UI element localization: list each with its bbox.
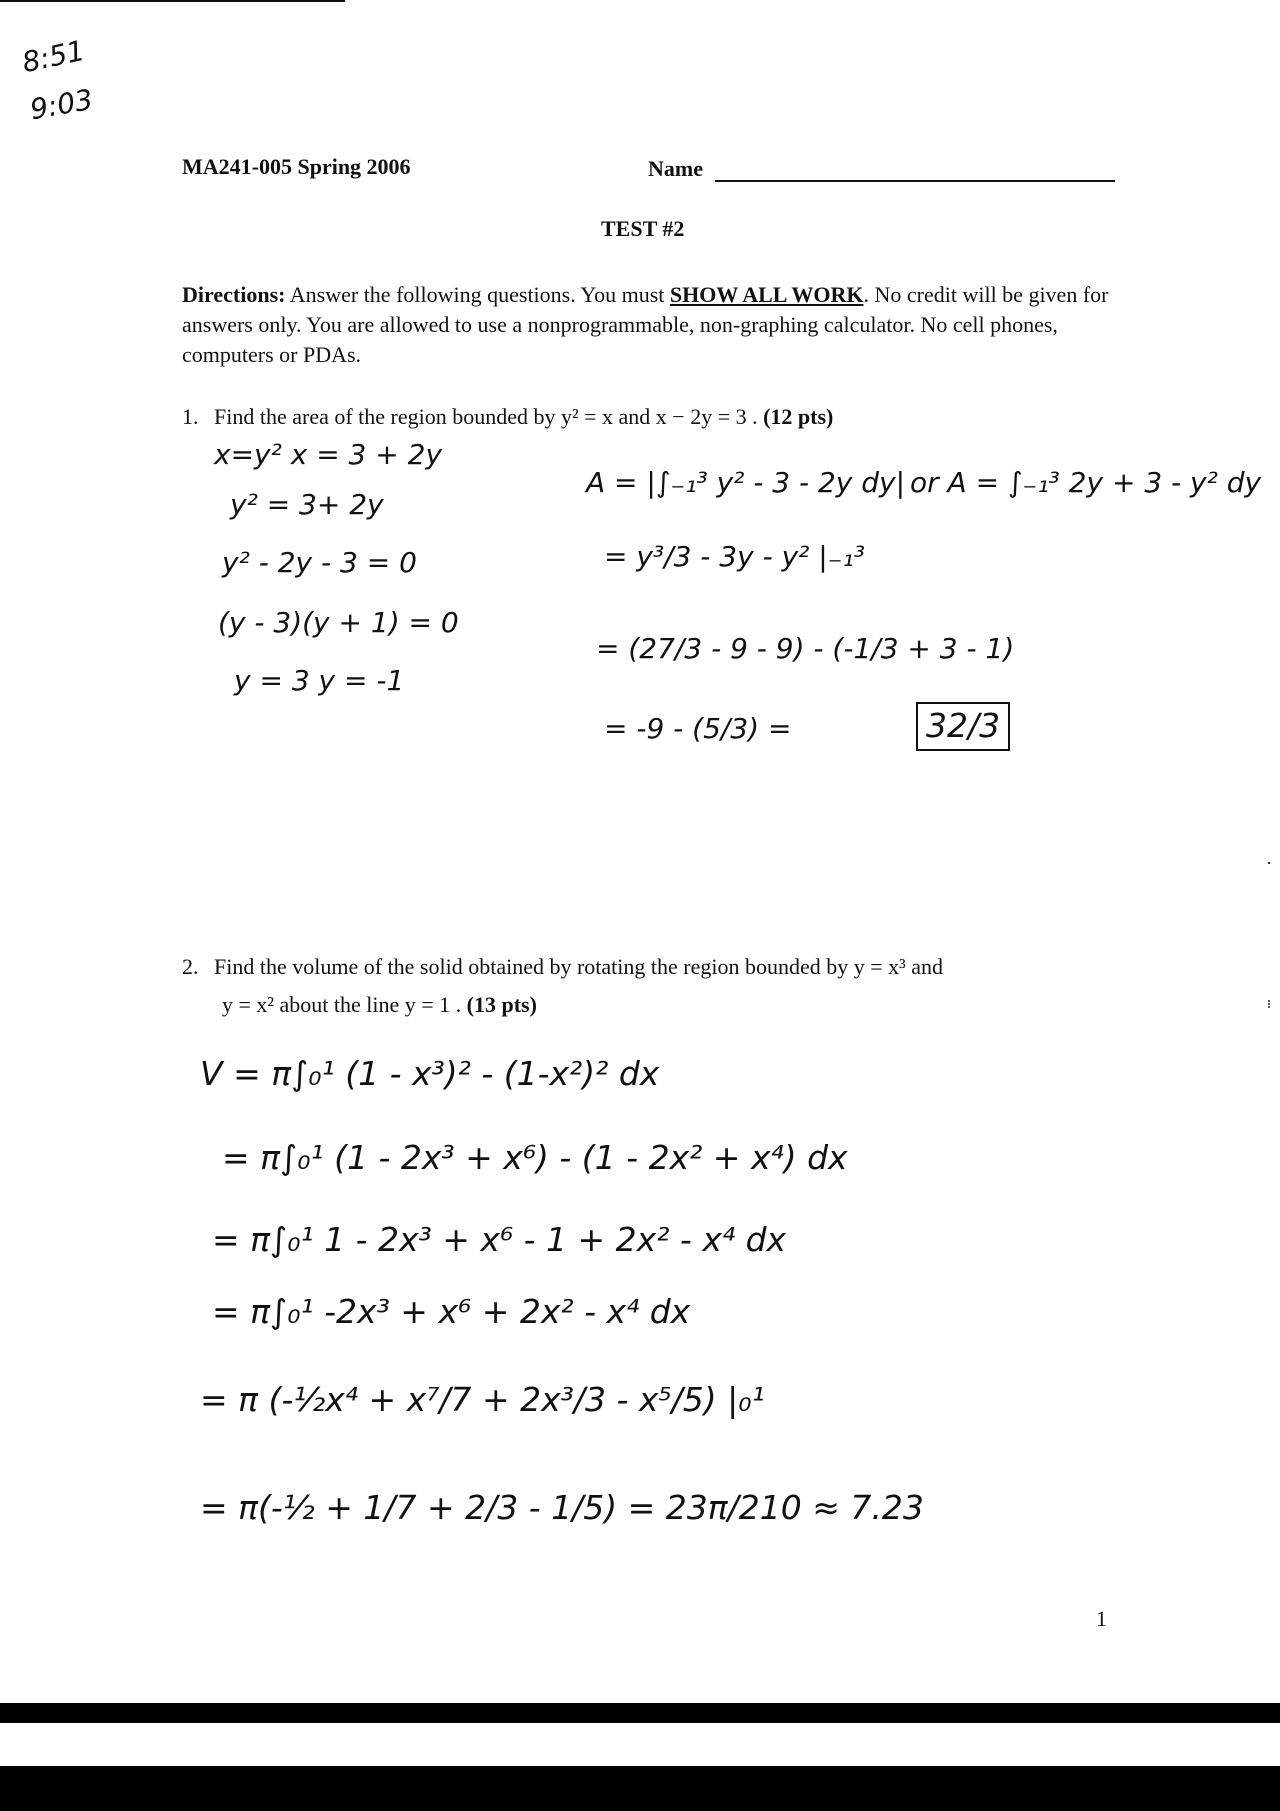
margin-dot: [1268, 1000, 1276, 1008]
question-2-line-1: [182, 954, 943, 980]
q1-work-line-1: x=y² x = 3 + 2y: [214, 438, 443, 471]
directions-text-after: . No credit will be given for answers only. You are allowed to use a nonprogrammable, non-graphing calculator. No cell phones, computers or PDAs.: [182, 282, 1109, 367]
q2-volume-integral: V = π∫₀¹ (1 - x³)² - (1-x²)² dx: [200, 1054, 660, 1093]
question-1-number: 1.: [182, 404, 199, 429]
question-2-number: 2.: [182, 954, 199, 979]
q1-work-line-4: (y - 3)(y + 1) = 0: [218, 606, 459, 639]
q1-answer-box: 32/3: [916, 702, 1010, 751]
question-2-line-2: [222, 992, 537, 1018]
q1-area-integral-alt: or A = ∫₋₁³ 2y + 3 - y² dy: [910, 466, 1262, 499]
directions-paragraph: [182, 280, 1112, 370]
q1-evaluation: = (27/3 - 9 - 9) - (-1/3 + 3 - 1): [596, 632, 1015, 665]
q2-distribute-step: = π∫₀¹ 1 - 2x³ + x⁶ - 1 + 2x² - x⁴ dx: [212, 1220, 787, 1259]
q1-antiderivative: = y³/3 - 3y - y² |₋₁³: [604, 540, 865, 573]
course-title: MA241-005 Spring 2006: [182, 154, 411, 179]
directions-label: Directions:: [182, 282, 286, 307]
directions-emphasis: SHOW ALL WORK: [669, 282, 864, 307]
name-blank-line: [715, 180, 1115, 182]
q1-work-line-5: y = 3 y = -1: [234, 664, 405, 697]
handwritten-start-time: 8:51: [19, 33, 88, 80]
q1-area-integral: A = |∫₋₁³ y² - 3 - 2y dy|: [586, 466, 906, 499]
page-number: 1: [1096, 1606, 1107, 1631]
name-label: Name: [648, 156, 703, 181]
question-2-text-continued: y = x² about the line y = 1 .: [222, 992, 462, 1017]
test-title: TEST #2: [601, 216, 685, 241]
question-1-points: (12 pts): [763, 404, 834, 429]
bottom-scan-band: [0, 1766, 1280, 1811]
handwritten-end-time: 9:03: [27, 82, 96, 127]
question-2-points: (13 pts): [466, 992, 537, 1017]
question-1-text: Find the area of the region bounded by y² = x and x − 2y = 3 .: [214, 404, 758, 429]
q2-final-answer: = π(-½ + 1/7 + 2/3 - 1/5) = 23π/210 ≈ 7.23: [200, 1488, 924, 1527]
q1-simplification: = -9 - (5/3) =: [604, 712, 792, 745]
question-2-text: Find the volume of the solid obtained by rotating the region bounded by y = x³ and: [214, 954, 943, 979]
q2-expand-step: = π∫₀¹ (1 - 2x³ + x⁶) - (1 - 2x² + x⁴) dx: [222, 1138, 848, 1177]
q1-final-answer: [916, 702, 1010, 751]
bottom-scan-band: [0, 1703, 1280, 1723]
q2-combine-step: = π∫₀¹ -2x³ + x⁶ + 2x² - x⁴ dx: [212, 1292, 691, 1331]
q2-antiderivative: = π (-½x⁴ + x⁷/7 + 2x³/3 - x⁵/5) |₀¹: [200, 1380, 765, 1419]
q1-work-line-3: y² - 2y - 3 = 0: [222, 546, 417, 579]
margin-dot: [1268, 862, 1270, 864]
top-scan-line: [0, 0, 345, 2]
directions-text-before: Answer the following questions. You must: [289, 282, 665, 307]
question-1: [182, 404, 833, 430]
q1-work-line-2: y² = 3+ 2y: [230, 488, 384, 521]
